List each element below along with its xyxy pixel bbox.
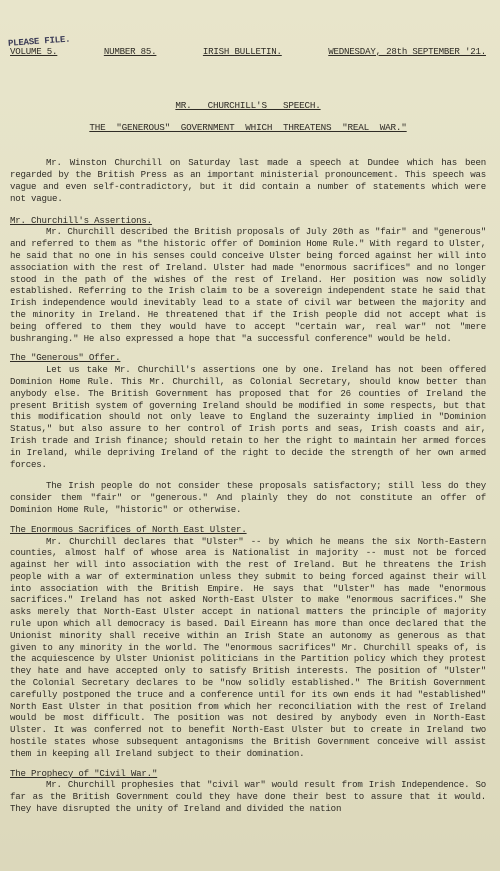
section-generous-offer: [10, 352, 486, 515]
intro-paragraph: Mr. Winston Churchill on Saturday last made a speech at Dundee which has been regarded by the British Press as an important ministerial pronouncement. This speech was vague and even self-contradictory, but it did contain a number of statements which were not vague.: [10, 157, 486, 204]
issue-date: WEDNESDAY, 28th SEPTEMBER '21.: [328, 46, 486, 57]
section-paragraph: The Irish people do not consider these proposals satisfactory; still less do they consider them "fair" or "generous." And plainly they do not constitute an offer of Dominion Home Rule, "historic" or otherwise.: [10, 480, 486, 515]
section-paragraph: Mr. Churchill prophesies that "civil war" would result from Irish Independence. So far as the British Government could they have done their best to assure that it would. They have disrupted the unity of Ireland and divided the nation: [10, 779, 486, 815]
section-heading: The Prophecy of "Civil War.": [10, 767, 158, 779]
article-subtitle: THE "GENEROUS" GOVERNMENT WHICH THREATENS "REAL WAR.": [89, 121, 407, 133]
section-heading: The Enormous Sacrifices of North East Ulster.: [10, 523, 247, 535]
section-ulster-sacrifices: [10, 524, 486, 760]
publication-name: IRISH BULLETIN.: [202, 46, 282, 57]
section-heading: Mr. Churchill's Assertions.: [10, 214, 152, 226]
please-file-stamp: PLEASE FILE.: [7, 34, 71, 49]
section-heading: The "Generous" Offer.: [10, 352, 121, 364]
section-assertions: [10, 215, 486, 345]
article-title: MR. CHURCHILL'S SPEECH.: [175, 99, 321, 111]
volume-label: VOLUME 5.: [10, 46, 58, 57]
section-paragraph: Let us take Mr. Churchill's assertions one by one. Ireland has not been offered Dominion Home Rule. This Mr. Churchill, as Colonial Secretary, should know better than anybody else. The British Government has proposed that for 26 counties of Ireland the present British system of governing Ireland should be modified in some respects, but that this modification should not only leave to England the suzerainty implied in "Dominion Status," but also assure to her control of Irish ports and seas, Irish coasts and air, Irish trade and Irish finance; should retain to her the right to maintain her armed forces in Ireland, while depriving Ireland of the right to decide the strength of her own armed forces.: [10, 364, 486, 470]
section-civil-war: [10, 768, 486, 815]
number-label: NUMBER 85.: [103, 46, 157, 57]
section-paragraph: Mr. Churchill described the British proposals of July 20th as "fair" and "generous" and referred to them as "the historic offer of Dominion Home Rule." With regard to Ulster, he said that no one in his senses could conceive Ulster being forced against her will into association with the rest of Ireland. Ulster had made "enormous sacrifices" and no longer stood in the path of the wishes of the rest of Ireland. Her position was now solidly established. Referring to the Irish claim to be a sovereign independent state he said that Irish independence would inevitably lead to a state of civil war between the majority and the minority in Ireland. He threatened that if the Irish people did not accept what is being offered to them they would have to accept "certain war, real war" not "mere bushranging." He also expressed a hope that "a successful conference" would be held.: [10, 226, 486, 344]
section-paragraph: Mr. Churchill declares that "Ulster" -- by which he means the six North-Eastern counties, almost half of whose area is Nationalist in majority -- must not be forced against her will into association with the rest of Ireland. But he threatens the Irish people with a war of extermination unless they submit to being forced against their will into association with the British Empire. He says that "Ulster" has made "enormous sacrifices." Ireland has not asked North-East Ulster to make "enormous sacrifices." She asks merely that North-East Ulster accept in national matters the principle of majority rule upon which all democracy is based. Dail Eireann has more than once declared that the Unionist minority shall receive within an Irish State an autonomy as generous as that given to any minority in the world. The "enormous sacrifices" Mr. Churchill speaks of, is the acquiescence by Ulster Unionist politicians in the Partition policy which they protest they hate and have accepted only to satisfy British interests. The position of "Ulster" the Colonial Secretary declares to be "now solidly established." The British Government carefully postponed the truce and a conference until for its own ends it had "established" North East Ulster in that position from which her reconciliation with the rest of Ireland would be most difficult. The position was not desired by anybody even in North-East Ulster. It was conferred not to benefit North-East Ulster but to create in Ireland two hostile states whose subsequent antagonisms the British Government conceive will assist them in keeping all Ireland subject to their domination.: [10, 535, 486, 759]
